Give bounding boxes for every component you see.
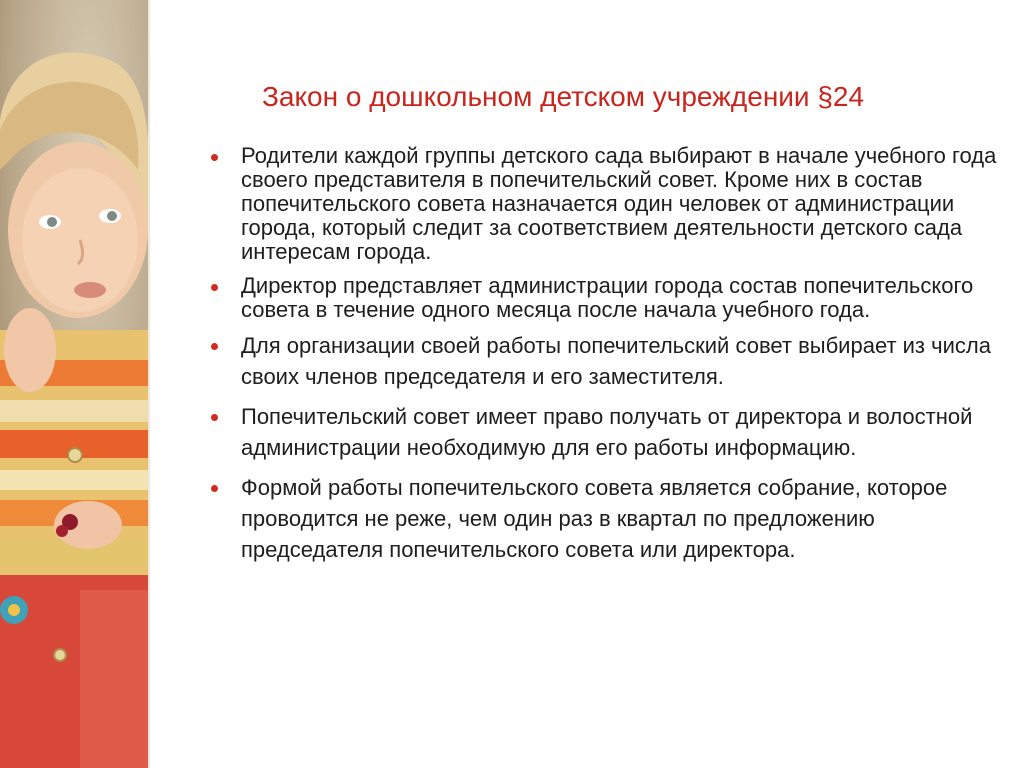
child-photo-icon	[0, 0, 148, 768]
bullet-text: Родители каждой группы детского сада выбирают в начале учебного года своего представителя в попечительский совет. Кроме них в состав попечительского совета назначается один человек от администрации города, который следит за соответствием деятельности детского сада интересам города.	[241, 143, 997, 264]
photo-divider	[148, 0, 150, 768]
bullet-text: Попечительский совет имеет право получать от директора и волостной администрации необходимую для его работы информацию.	[241, 404, 973, 460]
bullet-dot-icon	[211, 485, 218, 492]
bullet-text: Формой работы попечительского совета является собрание, которое проводится не реже, чем один раз в квартал по предложению председателя попечительского совета или директора.	[241, 475, 948, 562]
child-photo	[0, 0, 148, 768]
slide-title: Закон о дошкольном детском учреждении §24	[262, 81, 865, 112]
bullet-item	[210, 274, 1002, 322]
bullet-dot-icon	[211, 414, 218, 421]
bullet-dot-icon	[211, 343, 218, 350]
bullet-text: Для организации своей работы попечительский совет выбирает из числа своих членов председателя и его заместителя.	[241, 333, 991, 389]
bullet-text: Директор представляет администрации города состав попечительского совета в течение одного месяца после начала учебного года.	[241, 273, 974, 322]
bullet-item	[210, 472, 1002, 565]
bullet-dot-icon	[211, 154, 218, 161]
bullet-item	[210, 144, 1002, 264]
bullet-list	[210, 144, 1002, 565]
bullet-item	[210, 401, 1002, 463]
bullet-item	[210, 330, 1002, 392]
bullet-dot-icon	[211, 284, 218, 291]
